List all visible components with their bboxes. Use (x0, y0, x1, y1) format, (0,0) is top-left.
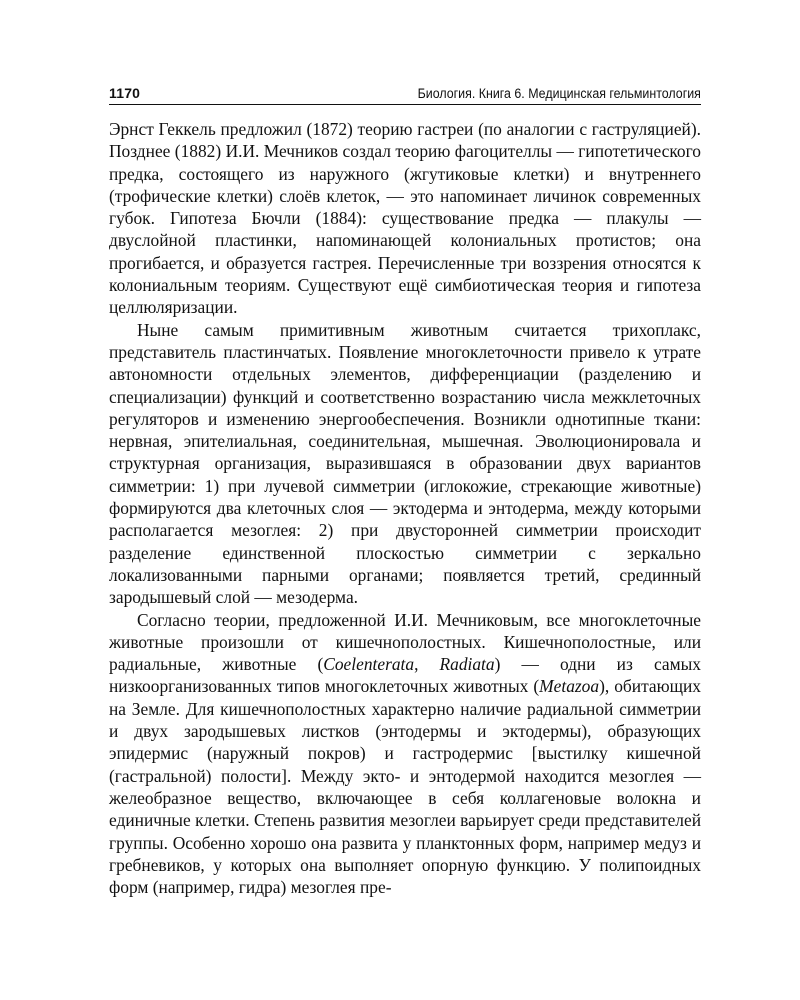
latin-term-radiata: Radiata (439, 654, 495, 675)
paragraph-2: Ныне самым примитивным животным считается трихоплакс, представитель пластинчатых. Появление многоклеточности привело к утрате автономности отдельных элементов, дифференциации (разделению и специализации) функций и соответственно возрастанию числа межклеточных регуляторов и изменению энергообеспечения. Возникли однотипные ткани: нервная, эпителиальная, соединительная, мышечная. Эволюционировала и структурная организация, выразившаяся в образовании двух вариантов симметрии: 1) при лучевой симметрии (иглокожие, стрекающие животные) формируются два клеточных слоя — эктодерма и энтодерма, между которыми располагается мезоглея: 2) при двусторонней симметрии происходит разделение единственной плоскостью симметрии с зеркально локализованными парными органами; появляется третий, срединный зародышевый слой — мезодерма. (109, 319, 701, 608)
paragraph-3-text-2: ) — одни из самых низкоорганизованных типов многоклеточных животных ( (109, 654, 701, 697)
running-title: Биология. Книга 6. Медицинская гельминтология (417, 86, 701, 101)
body-text (109, 118, 701, 898)
page-header (109, 84, 701, 105)
paragraph-3 (109, 609, 701, 899)
paragraph-3-text-3: ), обитающих на Земле. Для кишечнополостных характерно наличие радиальной симметрии и двух зародышевых листков (энтодермы и эктодермы), образующих эпидермис (наружный покров) и гастродермис [выстилку кишечной (гастральной) полости]. Между экто- и энтодермой находится мезоглея — желеобразное вещество, включающее в себя коллагеновые волокна и единичные клетки. Степень развития мезоглеи варьирует среди представителей группы. Особенно хорошо она развита у планктонных форм, например медуз и гребневиков, у которых она выполняет опорную функцию. У полипоидных форм (например, гидра) мезоглея пре- (109, 676, 701, 898)
paragraph-3-separator: , (414, 654, 440, 675)
paragraph-3-text-1: Согласно теории, предложенной И.И. Мечниковым, все многоклеточные животные произошли от кишечнополостных. Кишечнополостные, или радиальные, животные ( (109, 609, 701, 675)
paragraph-1: Эрнст Геккель предложил (1872) теорию гастреи (по аналогии с гаструляцией). Позднее (1882) И.И. Мечников создал теорию фагоцителлы — гипотетического предка, состоящего из наружного (жгутиковые клетки) и внутреннего (трофические клетки) слоёв клеток, — это напоминает личинок современных губок. Гипотеза Бючли (1884): существование предка — плакулы — двуслойной пластинки, напоминающей колониальных протистов; она прогибается, и образуется гастрея. Перечисленные три воззрения относятся к колониальным теориям. Существуют ещё симбиотическая теория и гипотеза целлюляризации. (109, 119, 701, 318)
latin-term-metazoa: Metazoa (539, 676, 600, 697)
page-number: 1170 (109, 85, 141, 101)
latin-term-coelenterata: Coelenterata (323, 654, 415, 675)
